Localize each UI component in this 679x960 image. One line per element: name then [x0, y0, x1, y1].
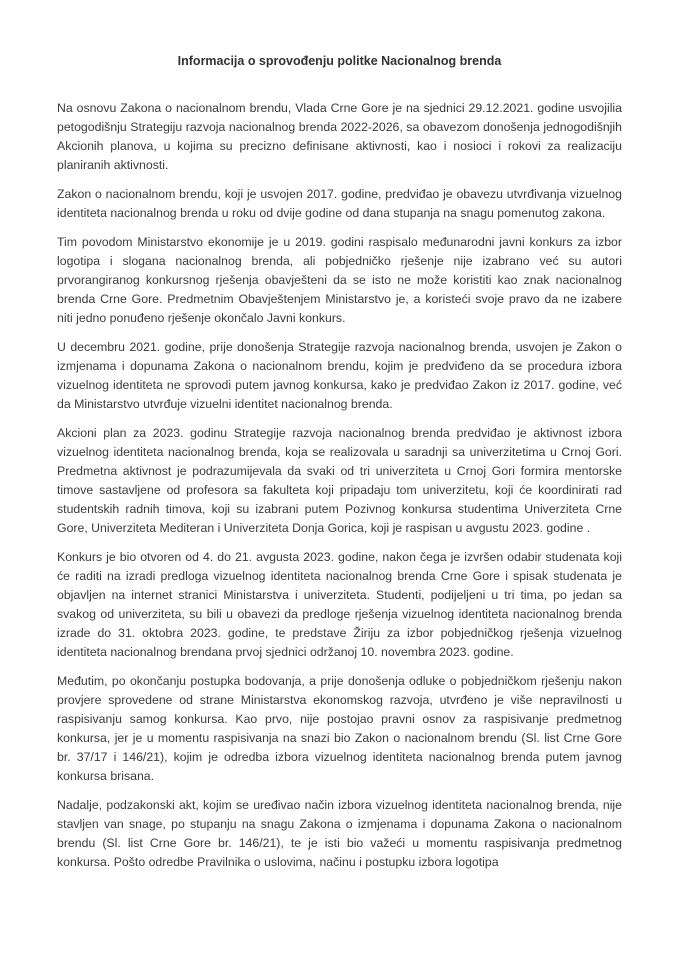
document-title: Informacija o sprovođenju politke Nacionalnog brenda [177, 54, 502, 68]
document-body [57, 99, 622, 872]
paragraph: Tim povodom Ministarstvo ekonomije je u 2019. godini raspisalo međunarodni javni konkurs za izbor logotipa i slogana nacionalnog brenda, ali pobjedničko rješenje nije izabrano već su autori prvorangiranog konkursnog rješenja obavješteni da se isto ne može koristiti kao znak nacionalnog brenda Crne Gore. Predmetnim Obavještenjem Ministarstvo je, a koristeći svoje pravo da ne izabere niti jedno ponuđeno rješenje okončalo Javni konkurs. [57, 235, 622, 325]
paragraph: Na osnovu Zakona o nacionalnom brendu, Vlada Crne Gore je na sjednici 29.12.2021. godine usvojilia petogodišnju Strategiju razvoja nacionalnog brenda 2022-2026, sa obavezom donošenja jednogodišnjih Akcionih planova, u kojima su precizno definisane aktivnosti, kao i nosioci i rokovi za realizaciju planiranih aktivnosti. [57, 101, 622, 172]
paragraph: Akcioni plan za 2023. godinu Strategije razvoja nacionalnog brenda predviđao je aktivnost izbora vizuelnog identiteta nacionalnog brenda, koja se realizovala u saradnji sa univerzitetima u Crnoj Gori. Predmetna aktivnost je podrazumijevala da svaki od tri univerziteta u Crnoj Gori formira mentorske timove sastavljene od profesora sa fakulteta koji pripadaju tom univerzitetu, koji će koordinirati rad studentskih radnih timova, koji su izabrani putem Pozivnog konkursa studentima Univerziteta Crne Gore, Univerziteta Mediteran i Univerziteta Donja Gorica, koji je raspisan u avgustu 2023. godine . [57, 426, 622, 535]
paragraph: Nadalje, podzakonski akt, kojim se uređivao način izbora vizuelnog identiteta nacionalnog brenda, nije stavljen van snage, po stupanju na snagu Zakona o izmjenama i dopunama Zakona o nacionalnom brendu (Sl. list Crne Gore br. 146/21), te je isti bio važeći u momentu raspisivanja predmetnog konkursa. Pošto odredbe Pravilnika o uslovima, načinu i postupku izbora logotipa [57, 798, 622, 869]
paragraph: Međutim, po okončanju postupka bodovanja, a prije donošenja odluke o pobjedničkom rješenju nakon provjere sprovedene od strane Ministarstva ekonomskog razvoja, utvrđeno je više nepravilnosti u raspisivanju samog konkursa. Kao prvo, nije postojao pravni osnov za raspisivanje predmetnog konkursa, jer je u momentu raspisivanja na snazi bio Zakon o nacionalnom brendu (Sl. list Crne Gore br. 37/17 i 146/21), kojim je odredba izbora vizuelnog identiteta nacionalnog brenda putem javnog konkursa brisana. [57, 674, 622, 783]
paragraph: Zakon o nacionalnom brendu, koji je usvojen 2017. godine, predviđao je obavezu utvrđivanja vizuelnog identiteta nacionalnog brenda u roku od dvije godine od dana stupanja na snagu pomenutog zakona. [57, 187, 622, 220]
paragraph: U decembru 2021. godine, prije donošenja Strategije razvoja nacionalnog brenda, usvojen je Zakon o izmjenama i dopunama Zakona o nacionalnom brendu, kojim je predviđeno da se procedura izbora vizuelnog identiteta ne sprovodi putem javnog konkursa, kako je predviđao Zakon iz 2017. godine, već da Ministarstvo utvrđuje vizuelni identitet nacionalnog brenda. [57, 340, 622, 411]
paragraph: Konkurs je bio otvoren od 4. do 21. avgusta 2023. godine, nakon čega je izvršen odabir studenata koji će raditi na izradi predloga vizuelnog identiteta nacionalnog brenda Crne Gore i spisak studenata je objavljen na internet stranici Ministarstva i univerziteta. Studenti, podijeljeni u tri tima, po jedan sa svakog od univerziteta, su bili u obavezi da predloge rješenja vizuelnog identiteta nacionalnog brenda izrade do 31. oktobra 2023. godine, te predstave Žiriju za izbor pobjedničkog rješenja vizuelnog identiteta nacionalnog brendana prvoj sjednici održanoj 10. novembra 2023. godine. [57, 550, 622, 659]
